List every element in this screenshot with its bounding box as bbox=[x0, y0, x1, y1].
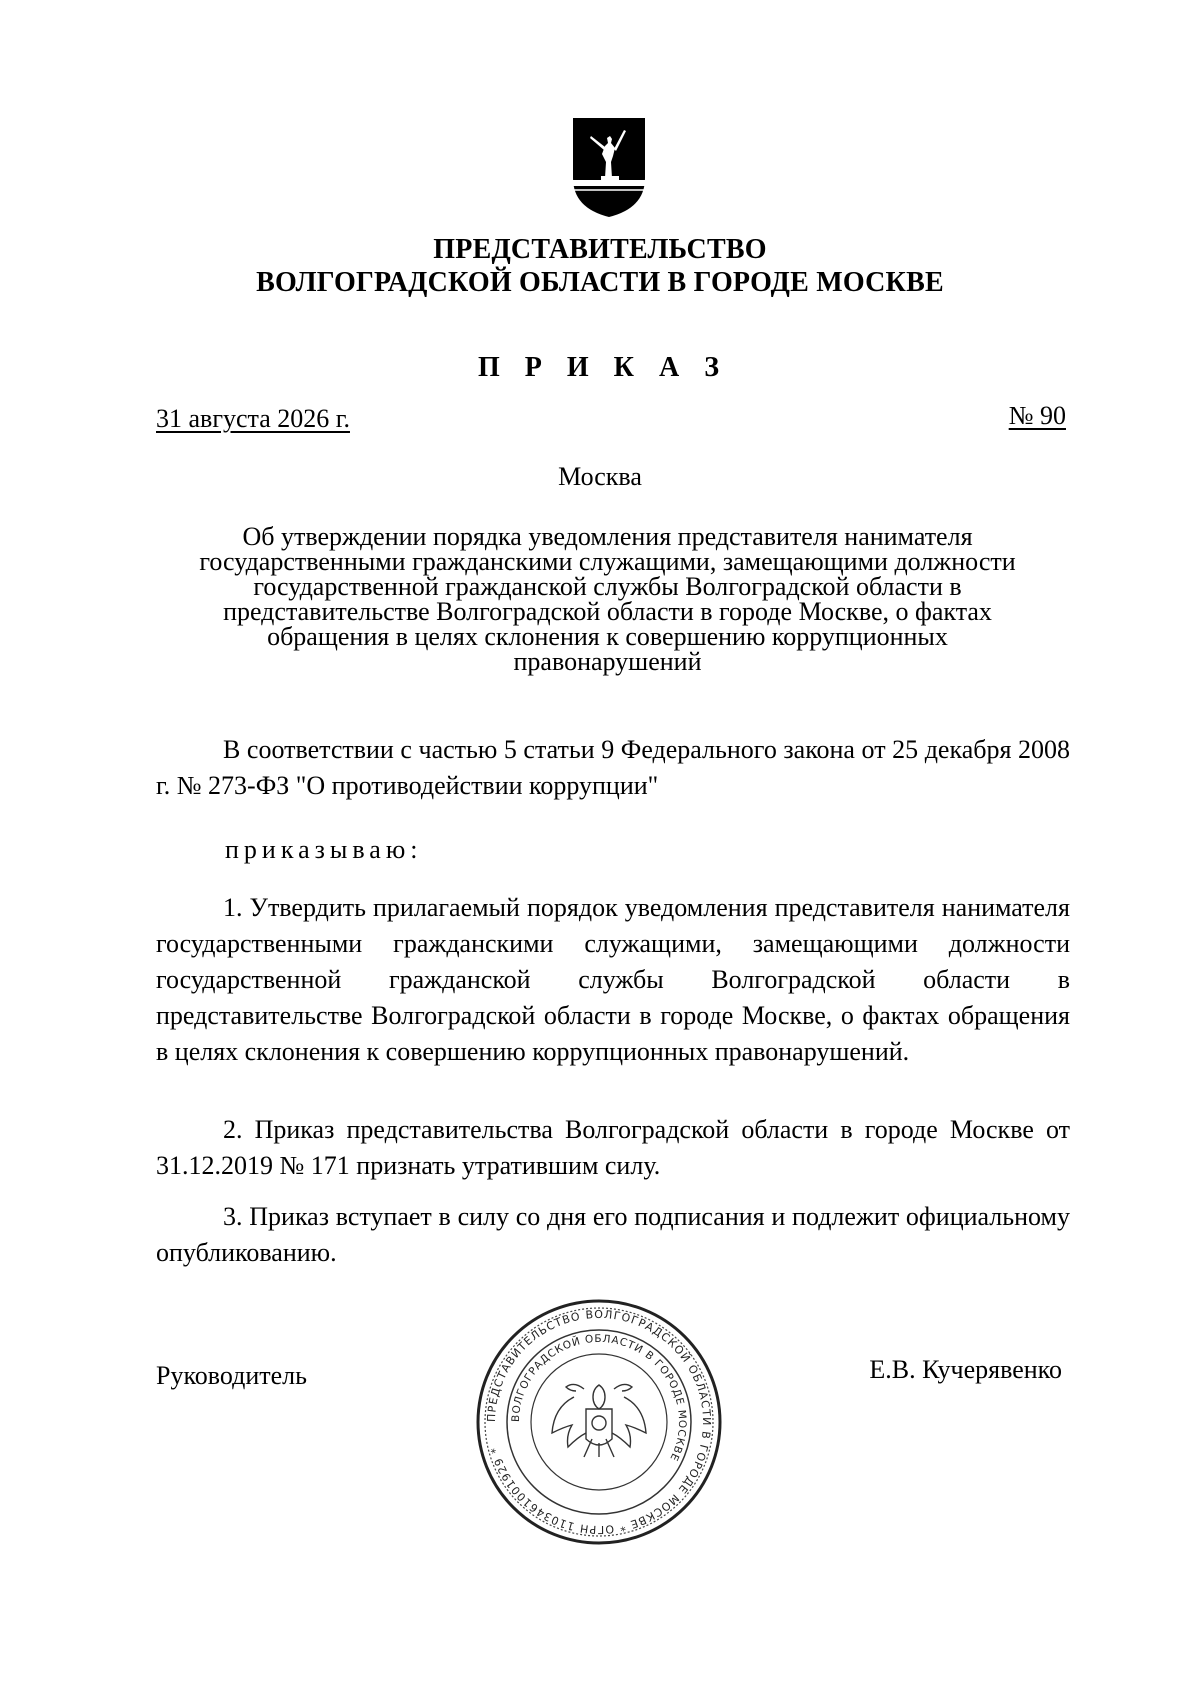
official-seal-icon bbox=[474, 1297, 724, 1547]
order-item-2: 2. Приказ представительства Волгоградской области в городе Москве от 31.12.2019 № 171 признать утратившим силу. bbox=[156, 1115, 1070, 1180]
organization-name-line2: ВОЛГОГРАДСКОЙ ОБЛАСТИ В ГОРОДЕ МОСКВЕ bbox=[256, 267, 944, 298]
volgograd-coat-of-arms-icon bbox=[569, 116, 649, 219]
document-type-title: П Р И К А З bbox=[478, 352, 728, 383]
subject-line: представительстве Волгоградской области в городе Москве, о фактах bbox=[223, 597, 992, 626]
orders-word: приказываю: bbox=[225, 835, 423, 864]
order-item-1: 1. Утвердить прилагаемый порядок уведомления представителя нанимателя государственными гражданскими служащими, замещающими должности государственной гражданской службы Волгоградской области в представительстве Волгоградской области в городе Москве, о фактах обращения в целях склонения к совершению коррупционных правонарушений. bbox=[156, 893, 1070, 1066]
subject-line: обращения в целях склонения к совершению коррупционных bbox=[267, 622, 948, 651]
signer-name: Е.В. Кучерявенко bbox=[869, 1355, 1062, 1384]
order-date: 31 августа 2026 г. bbox=[156, 404, 350, 433]
seal-outer-text: ПРЕДСТАВИТЕЛЬСТВО ВОЛГОГРАДСКОЙ ОБЛАСТИ В ГОРОДЕ МОСКВЕ * ОГРН 1103461001929 * bbox=[484, 1307, 714, 1537]
subject-line: правонарушений bbox=[513, 647, 702, 676]
subject-line: Об утверждении порядка уведомления представителя нанимателя bbox=[242, 522, 973, 551]
order-city: Москва bbox=[558, 462, 642, 491]
organization-name-line1: ПРЕДСТАВИТЕЛЬСТВО bbox=[433, 234, 767, 265]
seal-inner-text: ВОЛГОГРАДСКОЙ ОБЛАСТИ В ГОРОДЕ МОСКВЕ bbox=[509, 1332, 689, 1464]
subject-line: государственными гражданскими служащими, замещающими должности bbox=[199, 547, 1016, 576]
signer-position: Руководитель bbox=[156, 1361, 307, 1390]
order-subject bbox=[150, 524, 1065, 674]
legal-basis-paragraph: В соответствии с частью 5 статьи 9 Федерального закона от 25 декабря 2008 г. № 273-ФЗ "О противодействии коррупции" bbox=[156, 735, 1070, 800]
order-number: № 90 bbox=[1008, 401, 1066, 430]
order-item-3: 3. Приказ вступает в силу со дня его подписания и подлежит официальному опубликованию. bbox=[156, 1202, 1070, 1267]
subject-line: государственной гражданской службы Волгоградской области в bbox=[253, 572, 962, 601]
